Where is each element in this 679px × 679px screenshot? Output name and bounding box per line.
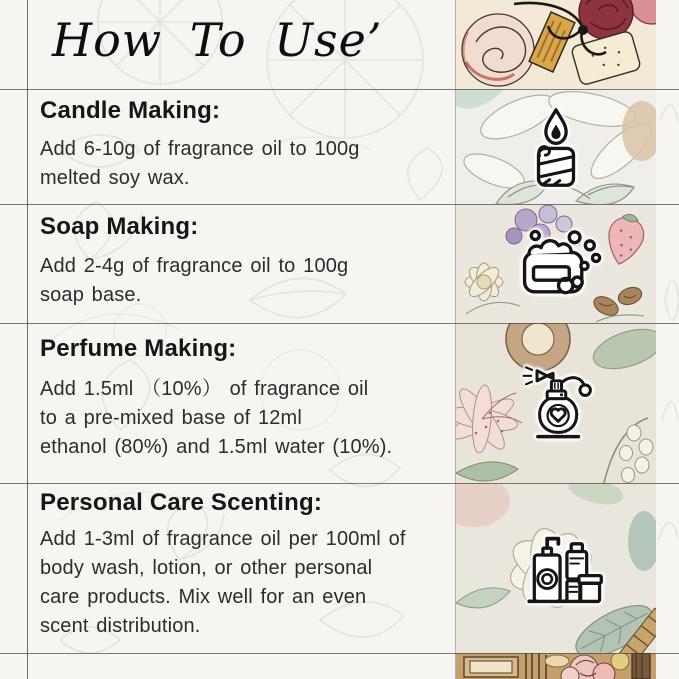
section-body xyxy=(40,135,445,193)
left-margin-rule xyxy=(27,0,28,679)
divider-under-perfume-section xyxy=(0,483,679,484)
page-title: How To Use’ xyxy=(52,13,383,67)
body-line: soap base. xyxy=(40,284,142,306)
candle-section-illustration xyxy=(456,89,656,204)
divider-under-soap-section xyxy=(0,323,679,324)
roses-illustration-art xyxy=(456,0,656,89)
body-line: ethanol (80%) and 1.5ml water (10%). xyxy=(40,436,393,458)
body-line: Add 1.5ml （10%） of fragrance oil xyxy=(40,378,369,400)
body-line: body wash, lotion, or other personal xyxy=(40,557,373,579)
divider-under-candle-section xyxy=(0,204,679,205)
illustration-strip xyxy=(455,0,655,679)
toiletries-icon xyxy=(524,527,603,607)
section-heading: Soap Making: xyxy=(40,213,199,240)
perfume-atomizer-icon xyxy=(521,363,597,441)
section-personal-care-scenting xyxy=(40,490,445,641)
soap-bar-icon xyxy=(521,228,605,302)
section-heading: Personal Care Scenting: xyxy=(40,489,323,516)
section-heading: Perfume Making: xyxy=(40,335,237,362)
body-line: to a pre-mixed base of 12ml xyxy=(40,407,302,429)
section-body xyxy=(40,525,445,641)
candle-icon xyxy=(531,107,581,188)
body-line: care products. Mix well for an even xyxy=(40,586,367,608)
section-body xyxy=(40,252,445,310)
section-body xyxy=(40,375,445,462)
perfume-section-illustration xyxy=(456,323,656,483)
section-heading: Candle Making: xyxy=(40,97,221,124)
body-line: melted soy wax. xyxy=(40,167,190,189)
divider-under-title xyxy=(0,89,679,90)
section-soap-making xyxy=(40,214,445,310)
personal-care-section-illustration xyxy=(456,483,656,653)
section-perfume-making xyxy=(40,336,445,462)
body-line: Add 6-10g of fragrance oil to 100g xyxy=(40,138,360,160)
divider-under-personal-care-section xyxy=(0,653,679,654)
body-line: Add 1-3ml of fragrance oil per 100ml of xyxy=(40,528,406,550)
roses-with-gift-tags-illustration xyxy=(456,0,656,89)
books-and-rose-illustration xyxy=(456,653,656,679)
soap-section-illustration xyxy=(456,204,656,323)
body-line: Add 2-4g of fragrance oil to 100g xyxy=(40,255,349,277)
books-rose-art xyxy=(456,653,656,679)
body-line: scent distribution. xyxy=(40,615,201,637)
section-candle-making xyxy=(40,98,445,193)
